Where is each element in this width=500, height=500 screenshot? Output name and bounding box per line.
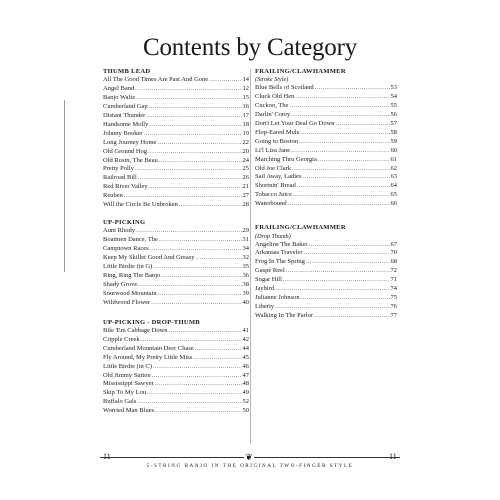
entry-page-number: 52 (242, 398, 249, 406)
toc-entry[interactable] (255, 182, 397, 191)
running-footer: 5-STRING BANJO IN THE ORIGINAL TWO-FINGER STYLE (146, 463, 354, 469)
dot-leader (301, 294, 390, 303)
toc-entry[interactable] (255, 191, 397, 200)
dot-leader (193, 354, 241, 363)
entry-title: All The Good Times Are Past And Gone (103, 76, 209, 84)
entry-title: Cumberland Gap (103, 103, 148, 111)
entry-title: Bile 'Em Cabbage Down (103, 326, 168, 334)
entry-page-number: 64 (390, 182, 397, 190)
entry-title: Sourwood Mountain (103, 289, 157, 297)
entry-page-number: 68 (390, 258, 397, 266)
entry-page-number: 65 (390, 191, 397, 199)
entry-title: Little Birdie (in C) (103, 362, 152, 370)
dot-leader (179, 201, 242, 210)
dot-leader (158, 290, 242, 299)
entry-page-number: 19 (242, 129, 249, 137)
toc-entry[interactable] (255, 147, 397, 156)
entry-page-number: 56 (390, 111, 397, 119)
entry-page-number: 57 (390, 120, 397, 128)
entry-title: Johnny Booker (103, 129, 143, 137)
section-heading: UP-PICKING (103, 219, 146, 226)
dot-leader (196, 254, 242, 263)
entry-page-number: 50 (242, 407, 249, 415)
section-subheading: (Drop Thumb) (255, 232, 291, 240)
entry-title: Little Birdie (in G) (103, 263, 153, 271)
dot-leader (151, 299, 241, 308)
entry-page-number: 41 (242, 326, 249, 334)
toc-entry[interactable] (255, 294, 397, 303)
dot-leader (336, 120, 390, 129)
entry-title: Old Joe Clark (255, 164, 292, 172)
dot-leader (149, 121, 241, 130)
dot-leader (155, 407, 241, 416)
dot-leader (209, 76, 241, 85)
toc-entry[interactable] (103, 299, 249, 308)
entry-page-number: 60 (390, 146, 397, 154)
dot-leader (135, 165, 242, 174)
entry-title: Boatmen Dance, The (103, 236, 158, 244)
dot-leader (159, 236, 242, 245)
toc-entry[interactable] (255, 165, 397, 174)
entry-page-number: 47 (242, 371, 249, 379)
entry-title: Cluck Old Hen (255, 93, 295, 101)
entry-page-number: 70 (390, 249, 397, 257)
dot-leader (318, 156, 390, 165)
toc-entry[interactable] (103, 76, 249, 85)
toc-entry[interactable] (255, 276, 397, 285)
entry-title: Marching Thru Georgia (255, 155, 317, 163)
page-title: Contents by Category (142, 34, 358, 61)
entry-page-number: 26 (242, 174, 249, 182)
entry-page-number: 38 (242, 280, 249, 288)
entry-page-number: 40 (242, 298, 249, 306)
dot-leader (169, 327, 242, 336)
toc-entry[interactable] (103, 327, 249, 336)
entry-page-number: 31 (242, 236, 249, 244)
dot-leader (301, 129, 390, 138)
dot-leader (314, 312, 389, 321)
entry-page-number: 59 (390, 137, 397, 145)
entry-page-number: 18 (242, 120, 249, 128)
dot-leader (144, 130, 242, 139)
entry-page-number: 45 (242, 353, 249, 361)
entry-title: Gaspé Reel (255, 267, 285, 275)
toc-entry[interactable] (255, 267, 397, 276)
toc-entry[interactable] (255, 129, 397, 138)
dot-leader (153, 263, 241, 272)
dot-leader (291, 111, 389, 120)
toc-entry[interactable] (103, 398, 249, 407)
column-divider (250, 69, 251, 444)
dot-leader (147, 389, 242, 398)
dot-leader (135, 85, 241, 94)
entry-page-number: 44 (242, 344, 249, 352)
entry-page-number: 53 (390, 84, 397, 92)
toc-entry[interactable] (255, 93, 397, 102)
entry-title: Waterbound (255, 200, 287, 208)
toc-entry[interactable] (103, 263, 249, 272)
entry-page-number: 76 (390, 302, 397, 310)
dot-leader (195, 345, 242, 354)
toc-entry[interactable] (103, 290, 249, 299)
entry-page-number: 39 (242, 289, 249, 297)
fleuron-icon: ❦ (245, 452, 253, 462)
toc-entry[interactable] (103, 103, 249, 112)
right-column (255, 68, 397, 321)
entry-title: Arkansas Traveler (255, 249, 303, 257)
toc-entry[interactable] (255, 120, 397, 129)
entry-title: Walking In The Parlor (255, 311, 314, 319)
entry-title: Aunt Rhody (103, 227, 135, 235)
toc-entry[interactable] (255, 102, 397, 111)
dot-leader (292, 165, 389, 174)
toc-entry[interactable] (103, 130, 249, 139)
toc-entry[interactable] (255, 303, 397, 312)
entry-page-number: 17 (242, 112, 249, 120)
dot-leader (137, 398, 241, 407)
dot-leader (150, 245, 242, 254)
entry-page-number: 28 (242, 201, 249, 209)
entry-title: Jaybird (255, 285, 275, 293)
entry-page-number: 36 (242, 271, 249, 279)
dot-leader (275, 303, 389, 312)
entry-title: Handsome Molly (103, 120, 149, 128)
toc-entry[interactable] (103, 227, 249, 236)
toc-entry[interactable] (255, 312, 397, 321)
dot-leader (315, 84, 390, 93)
toc-entry[interactable] (103, 389, 249, 398)
entry-title: Buffalo Gals (103, 398, 137, 406)
dot-leader (124, 192, 242, 201)
dot-leader (302, 173, 389, 182)
entry-page-number: 72 (390, 267, 397, 275)
section-heading: FRAILING/CLAWHAMMER (255, 224, 346, 232)
entry-page-number: 77 (390, 311, 397, 319)
dot-leader (153, 363, 242, 372)
toc-entry[interactable] (103, 157, 249, 166)
entry-title: Frog In The Spring (255, 258, 305, 266)
section-gap (255, 209, 397, 224)
entry-title: Sugar Hill (255, 276, 282, 284)
entry-title: Railroad Bill (103, 174, 137, 182)
dot-leader (293, 191, 390, 200)
entry-page-number: 55 (390, 102, 397, 110)
dot-leader (297, 182, 390, 191)
dot-leader (288, 200, 390, 209)
section-heading: FRAILING/CLAWHAMMER (255, 68, 346, 75)
entry-title: Fly Around, My Pretty Little Miss (103, 353, 193, 361)
entry-page-number: 32 (242, 254, 249, 262)
toc-entry[interactable] (103, 165, 249, 174)
toc-entry[interactable] (103, 363, 249, 372)
dot-leader (286, 267, 390, 276)
toc-entry[interactable] (255, 173, 397, 182)
entry-page-number: 24 (242, 156, 249, 164)
entry-page-number: 12 (242, 85, 249, 93)
entry-title: Tobacco Juice (255, 191, 292, 199)
toc-entry[interactable] (103, 345, 249, 354)
entry-page-number: 67 (390, 240, 397, 248)
entry-page-number: 14 (242, 76, 249, 84)
toc-entry[interactable] (103, 94, 249, 103)
toc-entry[interactable] (103, 148, 249, 157)
dot-leader (283, 276, 390, 285)
entry-title: Sail Away, Ladies (255, 173, 302, 181)
entry-title: Skip To My Lou (103, 389, 146, 397)
dot-leader (295, 93, 389, 102)
dot-leader (289, 102, 389, 111)
left-margin-rule (64, 100, 65, 272)
dot-leader (155, 380, 242, 389)
toc-entry[interactable] (103, 192, 249, 201)
toc-entry[interactable] (103, 85, 249, 94)
entry-title: Cripple Creek (103, 335, 140, 343)
dot-leader (136, 94, 241, 103)
dot-leader (309, 241, 390, 250)
toc-entry[interactable] (255, 285, 397, 294)
section-heading: THUMB LEAD (103, 68, 151, 75)
entry-title: Old Jimmy Sutton (103, 371, 151, 379)
page-number-left: 11 (103, 452, 111, 461)
entry-page-number: 49 (242, 389, 249, 397)
entry-title: Banjo Waltz (103, 94, 136, 102)
entry-title: Li'l Liza Jane (255, 146, 291, 154)
toc-entry[interactable] (103, 254, 249, 263)
entry-title: Wildwood Flower (103, 298, 151, 306)
entry-page-number: 22 (242, 138, 249, 146)
section-heading: UP-PICKING - DROP-THUMB (103, 318, 200, 326)
entry-page-number: 20 (242, 147, 249, 155)
toc-entry[interactable] (103, 236, 249, 245)
toc-entry[interactable] (103, 201, 249, 210)
section-gap (103, 308, 249, 319)
entry-title: Angel Band (103, 85, 135, 93)
section-subheading: (Stroke Style) (255, 76, 289, 84)
toc-entry[interactable] (255, 84, 397, 93)
toc-entry[interactable] (255, 249, 397, 258)
dot-leader (138, 174, 242, 183)
entry-page-number: 27 (242, 192, 249, 200)
entry-title: Distant Thunder (103, 112, 146, 120)
entry-title: Old Ground Hog (103, 147, 148, 155)
entry-page-number: 66 (390, 200, 397, 208)
entry-title: Cuckoo, The (255, 102, 289, 110)
toc-entry[interactable] (103, 380, 249, 389)
toc-entry[interactable] (103, 354, 249, 363)
toc-entry[interactable] (255, 111, 397, 120)
entry-title: Darlin' Corey (255, 111, 291, 119)
entry-page-number: 75 (390, 293, 397, 301)
entry-title: Flop-Eared Mule (255, 128, 300, 136)
toc-entry[interactable] (255, 200, 397, 209)
entry-title: Going to Boston (255, 137, 298, 145)
page-number-right: 11 (389, 452, 397, 461)
toc-entry[interactable] (103, 281, 249, 290)
dot-leader (161, 272, 241, 281)
entry-title: Reuben (103, 192, 123, 200)
section-gap (103, 210, 249, 219)
entry-title: Long Journey Home (103, 138, 157, 146)
toc-entry[interactable] (103, 121, 249, 130)
entry-page-number: 15 (242, 94, 249, 102)
entry-page-number: 21 (242, 183, 249, 191)
entry-title: Liberty (255, 302, 275, 310)
toc-entry[interactable] (103, 112, 249, 121)
entry-page-number: 16 (242, 103, 249, 111)
entry-title: Shady Grove (103, 280, 138, 288)
entry-title: Ring, Ring The Banjo (103, 271, 161, 279)
entry-title: Mississippi Sawyer (103, 380, 154, 388)
dot-leader (146, 112, 241, 121)
dot-leader (149, 103, 242, 112)
entry-title: Red River Valley (103, 183, 148, 191)
entry-title: Blue Bells of Scotland (255, 84, 314, 92)
entry-page-number: 71 (390, 276, 397, 284)
entry-page-number: 34 (242, 245, 249, 253)
entry-page-number: 63 (390, 173, 397, 181)
dot-leader (141, 336, 242, 345)
entry-title: Old Rosin, The Beau (103, 156, 158, 164)
entry-title: Julianne Johnson (255, 293, 300, 301)
toc-entry[interactable] (255, 258, 397, 267)
entry-page-number: 58 (390, 128, 397, 136)
dot-leader (136, 227, 242, 236)
entry-title: Don't Let Your Deal Go Down (255, 120, 335, 128)
entry-page-number: 35 (242, 263, 249, 271)
entry-page-number: 25 (242, 165, 249, 173)
toc-entry[interactable] (103, 174, 249, 183)
dot-leader (157, 139, 241, 148)
entry-title: Keep My Skillet Good And Greasy (103, 254, 195, 262)
dot-leader (299, 138, 390, 147)
dot-leader (159, 157, 242, 166)
entry-page-number: 48 (242, 380, 249, 388)
entry-page-number: 54 (390, 93, 397, 101)
dot-leader (291, 147, 389, 156)
left-column (103, 68, 249, 416)
entry-title: Cumberland Mountain Deer Chase (103, 344, 194, 352)
entry-title: Pretty Polly (103, 165, 134, 173)
toc-entry[interactable] (103, 372, 249, 381)
toc-entry[interactable] (255, 138, 397, 147)
entry-page-number: 74 (390, 285, 397, 293)
toc-entry[interactable] (103, 245, 249, 254)
dot-leader (138, 281, 241, 290)
entry-page-number: 62 (390, 164, 397, 172)
dot-leader (149, 183, 242, 192)
toc-entry[interactable] (103, 139, 249, 148)
entry-page-number: 46 (242, 362, 249, 370)
toc-entry[interactable] (103, 272, 249, 281)
entry-page-number: 29 (242, 227, 249, 235)
entry-title: Worried Man Blues (103, 407, 155, 415)
entry-title: Will the Circle Be Unbroken (103, 201, 178, 209)
dot-leader (148, 148, 241, 157)
entry-page-number: 61 (390, 155, 397, 163)
dot-leader (275, 285, 389, 294)
entry-title: Shortnin' Bread (255, 182, 296, 190)
dot-leader (303, 249, 389, 258)
dot-leader (306, 258, 390, 267)
dot-leader (152, 372, 242, 381)
entry-page-number: 42 (242, 335, 249, 343)
toc-entry[interactable] (103, 183, 249, 192)
toc-entry[interactable] (255, 156, 397, 165)
toc-entry[interactable] (255, 241, 397, 250)
toc-entry[interactable] (103, 336, 249, 345)
toc-entry[interactable] (103, 407, 249, 416)
entry-title: Angeline The Baker (255, 240, 308, 248)
entry-title: Camptown Races (103, 245, 149, 253)
